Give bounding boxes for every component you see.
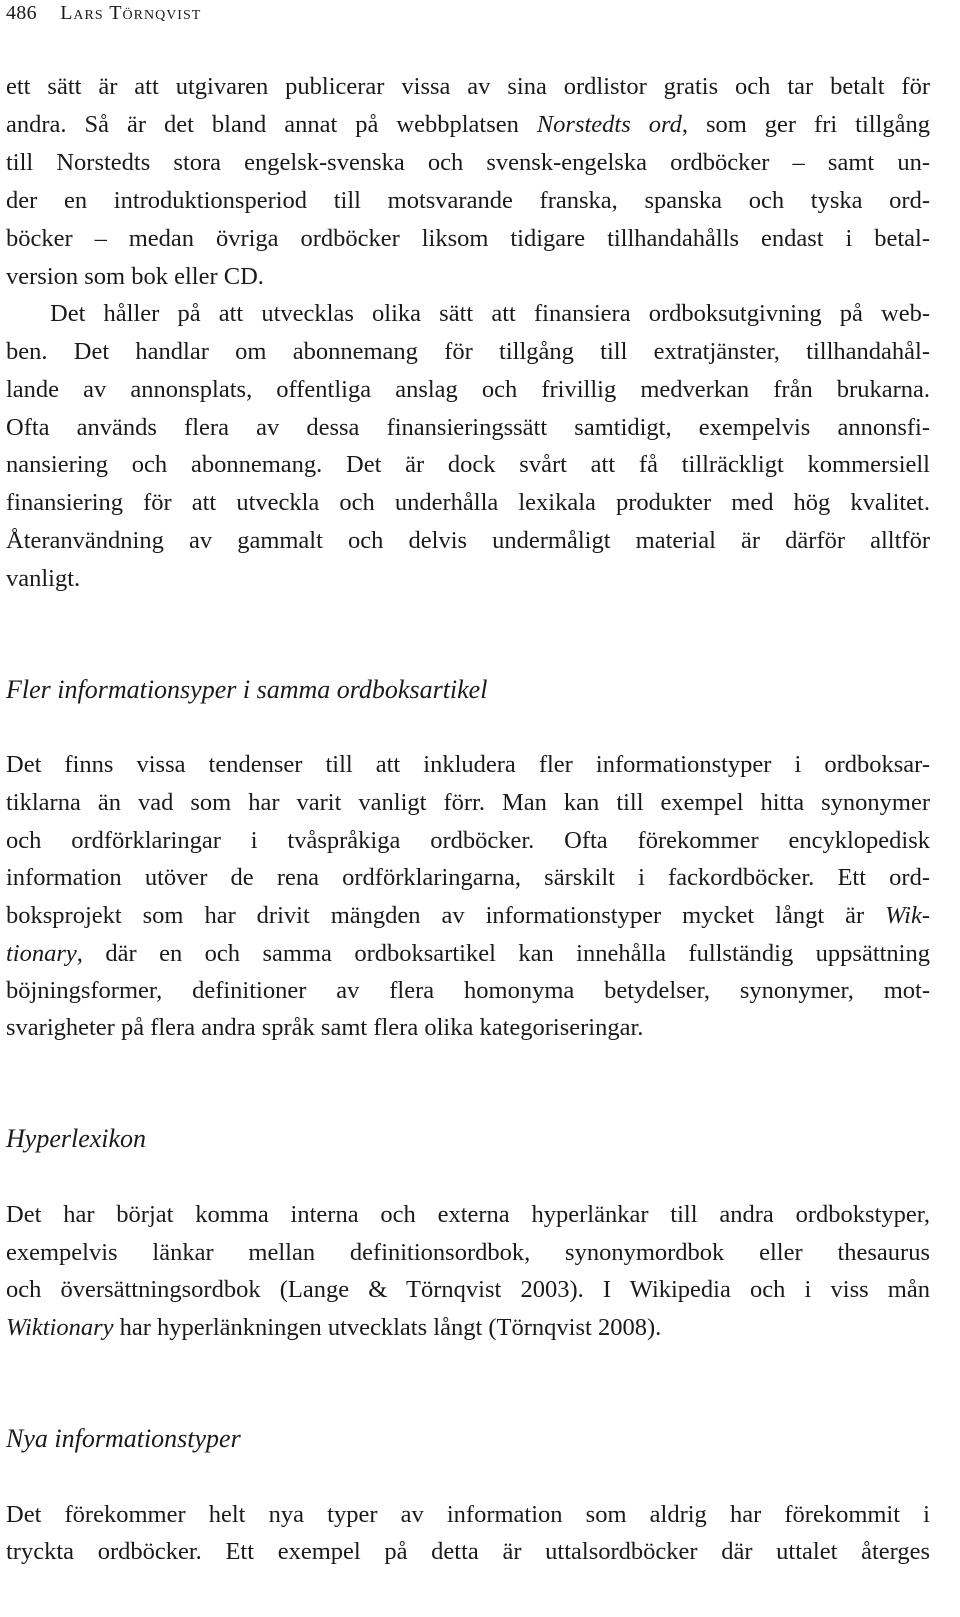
section-heading: Hyperlexikon [6, 1124, 147, 1153]
text-line: Det finns vissa tendenser till att inkludera fler informationstyper i ordboksar- [6, 751, 930, 778]
section-heading: Nya informationstyper [6, 1424, 241, 1453]
text-line: och översättningsordbok (Lange & Törnqvist 2003). I Wikipedia och i viss mån [6, 1276, 930, 1303]
text-line: ett sätt är att utgivaren publicerar vissa av sina ordlistor gratis och tar betalt för [6, 73, 930, 100]
text-line: lande av annonsplats, offentliga anslag och frivillig medverkan från brukarna. [6, 376, 930, 403]
text-line: der en introduktionsperiod till motsvarande franska, spanska och tyska ord- [6, 187, 930, 214]
text-line: nansiering och abonnemang. Det är dock svårt att få tillräckligt kommersiell [6, 451, 930, 478]
text-line: Det håller på att utvecklas olika sätt att finansiera ordboksutgivning på web- [50, 300, 930, 327]
text-line: finansiering för att utveckla och underhålla lexikala produkter med hög kvalitet. [6, 489, 930, 516]
publication-title: tionary [6, 940, 77, 967]
text-line: Ofta används flera av dessa finansieringssätt samtidigt, exempelvis annonsfi- [6, 414, 930, 441]
text-line: Återanvändning av gammalt och delvis undermåligt material är därför alltför [6, 527, 930, 554]
publication-title: Wik- [885, 902, 930, 929]
text-line: ben. Det handlar om abonnemang för tillgång till extratjänster, tillhandahål- [6, 338, 930, 365]
publication-title: Norstedts ord [536, 111, 682, 138]
text-line: boksprojekt som har drivit mängden av informationstyper mycket långt är Wik- [6, 902, 930, 929]
text-line: och ordförklaringar i tvåspråkiga ordböcker. Ofta förekommer encyklopedisk [6, 827, 930, 854]
text-line: böjningsformer, definitioner av flera homonyma betydelser, synonymer, mot- [6, 977, 930, 1004]
running-head [6, 2, 201, 25]
text-line: andra. Så är det bland annat på webbplatsen Norstedts ord, som ger fri tillgång [6, 111, 930, 138]
text-line: böcker – medan övriga ordböcker liksom tidigare tillhandahålls endast i betal- [6, 225, 930, 252]
text-line: till Norstedts stora engelsk-svenska och svensk-engelska ordböcker – samt un- [6, 149, 930, 176]
section-heading: Fler informationsyper i samma ordboksartikel [6, 675, 488, 704]
publication-title: Wiktionary [6, 1314, 114, 1341]
text-line: tionary, där en och samma ordboksartikel kan innehålla fullständig uppsättning [6, 940, 930, 967]
text-line: vanligt. [6, 565, 81, 592]
text-line: tryckta ordböcker. Ett exempel på detta är uttalsordböcker där uttalet återges [6, 1538, 930, 1565]
text-line: exempelvis länkar mellan definitionsordbok, synonymordbok eller thesaurus [6, 1239, 930, 1266]
text-line: tiklarna än vad som har varit vanligt förr. Man kan till exempel hitta synonymer [6, 789, 930, 816]
text-line: version som bok eller CD. [6, 263, 264, 290]
text-line: Wiktionary har hyperlänkningen utvecklats långt (Törnqvist 2008). [6, 1314, 662, 1341]
page-number: 486 [6, 2, 37, 24]
running-head-author: Lars Törnqvist [60, 2, 202, 24]
text-line: svarigheter på flera andra språk samt flera olika kategoriseringar. [6, 1014, 644, 1041]
text-line: information utöver de rena ordförklaringarna, särskilt i fackordböcker. Ett ord- [6, 864, 930, 891]
text-line: Det förekommer helt nya typer av information som aldrig har förekommit i [6, 1501, 930, 1528]
text-line: Det har börjat komma interna och externa hyperlänkar till andra ordbokstyper, [6, 1201, 930, 1228]
